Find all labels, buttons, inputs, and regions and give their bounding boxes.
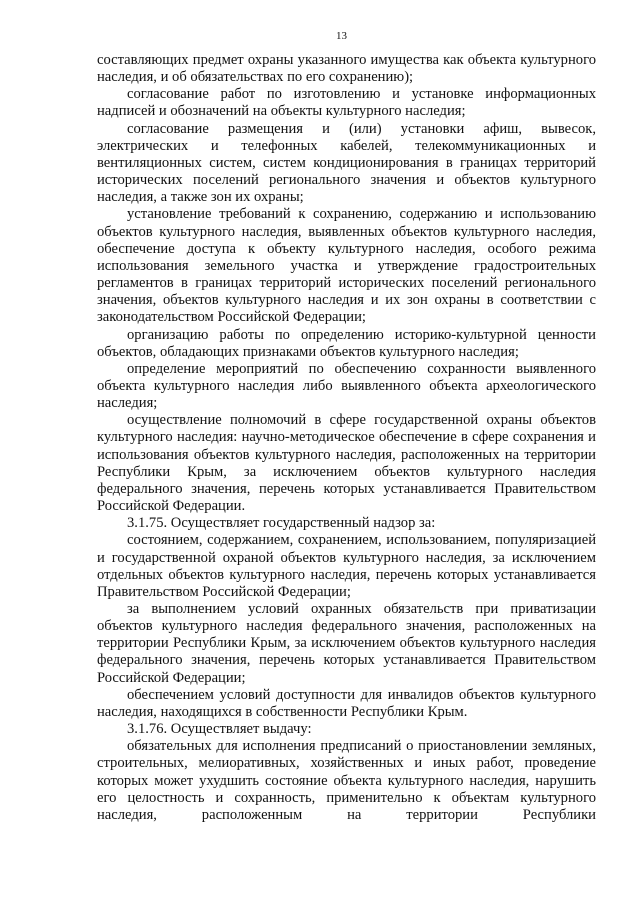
- paragraph-7: осуществление полномочий в сфере государственной охраны объектов культурного наследия: научно-методическое обеспечение в сфере сохранения и использования объектов культурного наследия, расположенных на территории Республики Крым, за исключением объектов культурного наследия федерального значения, перечень которых устанавливается Правительством Российской Федерации.: [97, 412, 596, 515]
- paragraph-2: согласование работ по изготовлению и установке информационных надписей и обозначений на объекты культурного наследия;: [97, 86, 596, 120]
- paragraph-13: обязательных для исполнения предписаний о приостановлении земляных, строительных, мелиоративных, хозяйственных и иных работ, проведение которых может ухудшить состояние объекта культурного наследия, нарушить его целостность и сохранность, применительно к объектам культурного наследия, расположенным на территории Республики: [97, 738, 596, 823]
- paragraph-9: состоянием, содержанием, сохранением, использованием, популяризацией и государственной охраной объектов культурного наследия, за исключением отдельных объектов культурного наследия, перечень которых устанавливается Правительством Российской Федерации;: [97, 532, 596, 600]
- section-heading-3-1-75: 3.1.75. Осуществляет государственный надзор за:: [127, 515, 436, 532]
- paragraph-11: обеспечением условий доступности для инвалидов объектов культурного наследия, находящихся в собственности Республики Крым.: [97, 686, 596, 720]
- paragraph-3: согласование размещения и (или) установки афиш, вывесок, электрических и телефонных кабелей, телекоммуникационных и вентиляционных систем, систем кондиционирования в границах территорий исторических поселений регионального значения и объектов культурного наследия, а также зон их охраны;: [97, 120, 596, 206]
- paragraph-5: организацию работы по определению историко-культурной ценности объектов, обладающих признаками объектов культурного наследия;: [97, 326, 596, 360]
- paragraph-6: определение мероприятий по обеспечению сохранности выявленного объекта культурного наследия либо выявленного объекта археологического наследия;: [97, 360, 596, 412]
- paragraph-10: за выполнением условий охранных обязательств при приватизации объектов культурного наследия федерального значения, расположенных на территории Республики Крым, за исключением объектов культурного наследия федерального значения, перечень которых устанавливается Правительством Российской Федерации;: [97, 601, 596, 686]
- paragraph-4: установление требований к сохранению, содержанию и использованию объектов культурного наследия, выявленных объектов культурного наследия, обеспечение доступа к объекту культурного наследия, особого режима использования земельного участка и утверждение градостроительных регламентов в границах территорий исторических поселений регионального значения, объектов культурного наследия и их зон охраны в соответствии с законодательством Российской Федерации;: [97, 206, 596, 326]
- paragraph-1: составляющих предмет охраны указанного имущества как объекта культурного наследия, и об обязательствах по его сохранению);: [97, 52, 596, 86]
- page-number: 13: [336, 30, 347, 42]
- section-heading-3-1-76: 3.1.76. Осуществляет выдачу:: [127, 721, 312, 738]
